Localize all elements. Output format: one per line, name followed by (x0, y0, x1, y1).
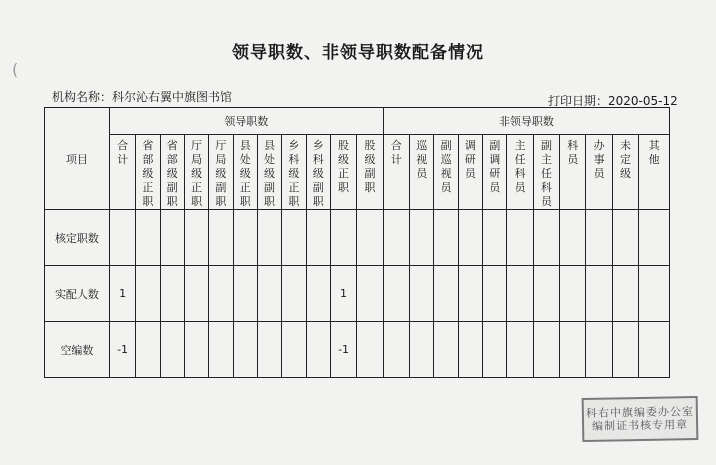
staffing-table (44, 107, 670, 378)
table-cell (109, 210, 135, 266)
row-label: 核定职数 (45, 210, 110, 266)
table-cell (458, 210, 482, 266)
table-cell (136, 266, 160, 322)
leader-col-header-text: 县处级副职 (264, 139, 276, 208)
table-cell (639, 210, 670, 266)
nonleader-col-header (483, 135, 507, 210)
table-cell (483, 210, 507, 266)
table-cell (586, 210, 612, 266)
table-cell (434, 210, 458, 266)
table-cell (458, 266, 482, 322)
table-cell (257, 210, 281, 266)
leader-col-header-text: 股级副职 (364, 139, 376, 194)
table-cell (282, 266, 306, 322)
table-cell (410, 210, 434, 266)
table-cell (560, 322, 586, 378)
seal-line-1: 科右中旗编委办公室 (585, 405, 694, 420)
table-cell (507, 210, 533, 266)
table-cell (383, 210, 409, 266)
table-cell (209, 210, 233, 266)
leader-col-header-text: 县处级正职 (239, 139, 251, 208)
leader-col-header (160, 135, 184, 210)
table-cell (410, 266, 434, 322)
table-cell (136, 210, 160, 266)
table-row (45, 210, 670, 266)
page-title: 领导职数、非领导职数配备情况 (232, 43, 484, 63)
leader-col-header (282, 135, 306, 210)
nonleader-col-header-text: 其他 (648, 139, 660, 166)
table-cell: -1 (330, 322, 356, 378)
leader-col-header-text: 合计 (117, 139, 129, 166)
table-cell (306, 266, 330, 322)
table-cell (306, 322, 330, 378)
table-cell (507, 266, 533, 322)
table-cell (330, 210, 356, 266)
table-row (45, 266, 670, 322)
table-cell (209, 266, 233, 322)
nonleader-col-header-text: 主任科员 (514, 139, 526, 194)
leader-group-header: 领导职数 (109, 108, 383, 135)
nonleader-col-header (586, 135, 612, 210)
table-cell (160, 322, 184, 378)
leader-col-header (209, 135, 233, 210)
nonleader-col-header-text: 副巡视员 (440, 139, 452, 194)
official-seal (582, 396, 699, 442)
table-cell (612, 266, 638, 322)
nonleader-col-header (434, 135, 458, 210)
table-cell: 1 (330, 266, 356, 322)
table-cell (233, 322, 257, 378)
table-cell (233, 266, 257, 322)
nonleader-col-header (410, 135, 434, 210)
table-cell (184, 322, 208, 378)
nonleader-col-header (533, 135, 559, 210)
table-cell: 1 (109, 266, 135, 322)
leader-col-header (257, 135, 281, 210)
table-cell (483, 322, 507, 378)
nonleader-col-header-text: 未定级 (620, 139, 632, 180)
table-cell (160, 266, 184, 322)
table-cell (434, 322, 458, 378)
item-header: 项目 (45, 108, 110, 210)
nonleader-col-header-text: 合计 (390, 139, 402, 166)
table-cell (639, 322, 670, 378)
table-cell (560, 210, 586, 266)
table-cell (357, 210, 384, 266)
table-cell (586, 266, 612, 322)
leader-col-header-text: 省部级副职 (166, 139, 178, 208)
table-cell (533, 322, 559, 378)
table-cell (483, 266, 507, 322)
leader-col-header (136, 135, 160, 210)
nonleader-col-header (383, 135, 409, 210)
leader-col-header-text: 股级正职 (338, 139, 350, 194)
table-cell (136, 322, 160, 378)
table-cell (533, 266, 559, 322)
table-cell: -1 (109, 322, 135, 378)
print-date: 打印日期：2020-05-12 (548, 94, 678, 108)
table-cell (434, 266, 458, 322)
table-cell (184, 266, 208, 322)
table-cell (639, 266, 670, 322)
nonleader-col-header (639, 135, 670, 210)
nonleader-col-header-text: 调研员 (464, 139, 476, 180)
table-cell (586, 322, 612, 378)
leader-col-header (357, 135, 384, 210)
nonleader-col-header (507, 135, 533, 210)
table-cell (612, 322, 638, 378)
leader-col-header (233, 135, 257, 210)
org-name: 机构名称：科尔沁右翼中旗图书馆 (52, 90, 233, 104)
table-cell (257, 266, 281, 322)
nonleader-col-header-text: 科员 (567, 139, 579, 166)
table-cell (612, 210, 638, 266)
table-cell (282, 210, 306, 266)
table-cell (383, 322, 409, 378)
table-cell (233, 210, 257, 266)
leader-col-header-text: 省部级正职 (142, 139, 154, 208)
table-cell (357, 266, 384, 322)
leader-col-header (109, 135, 135, 210)
row-label: 空编数 (45, 322, 110, 378)
nonleader-col-header-text: 巡视员 (416, 139, 428, 180)
table-cell (458, 322, 482, 378)
table-cell (209, 322, 233, 378)
nonleader-col-header-text: 办事员 (593, 139, 605, 180)
row-label: 实配人数 (45, 266, 110, 322)
table-cell (410, 322, 434, 378)
leader-col-header (306, 135, 330, 210)
nonleader-col-header (560, 135, 586, 210)
table-cell (257, 322, 281, 378)
leader-col-header-text: 厅局级副职 (215, 139, 227, 208)
nonleader-col-header-text: 副主任科员 (540, 139, 552, 208)
table-row (45, 322, 670, 378)
leader-col-header-text: 乡科级正职 (288, 139, 300, 208)
nonleader-col-header-text: 副调研员 (489, 139, 501, 194)
leader-col-header (184, 135, 208, 210)
nonleader-group-header: 非领导职数 (383, 108, 669, 135)
table-cell (282, 322, 306, 378)
leader-col-header-text: 厅局级正职 (191, 139, 203, 208)
table-cell (306, 210, 330, 266)
nonleader-col-header (612, 135, 638, 210)
leader-col-header (330, 135, 356, 210)
margin-mark: ( (12, 60, 19, 79)
table-cell (507, 322, 533, 378)
table-cell (184, 210, 208, 266)
table-cell (533, 210, 559, 266)
table-cell (357, 322, 384, 378)
nonleader-col-header (458, 135, 482, 210)
table-cell (160, 210, 184, 266)
table-cell (383, 266, 409, 322)
table-cell (560, 266, 586, 322)
leader-col-header-text: 乡科级副职 (312, 139, 324, 208)
seal-line-2: 编制证书核专用章 (592, 418, 689, 433)
